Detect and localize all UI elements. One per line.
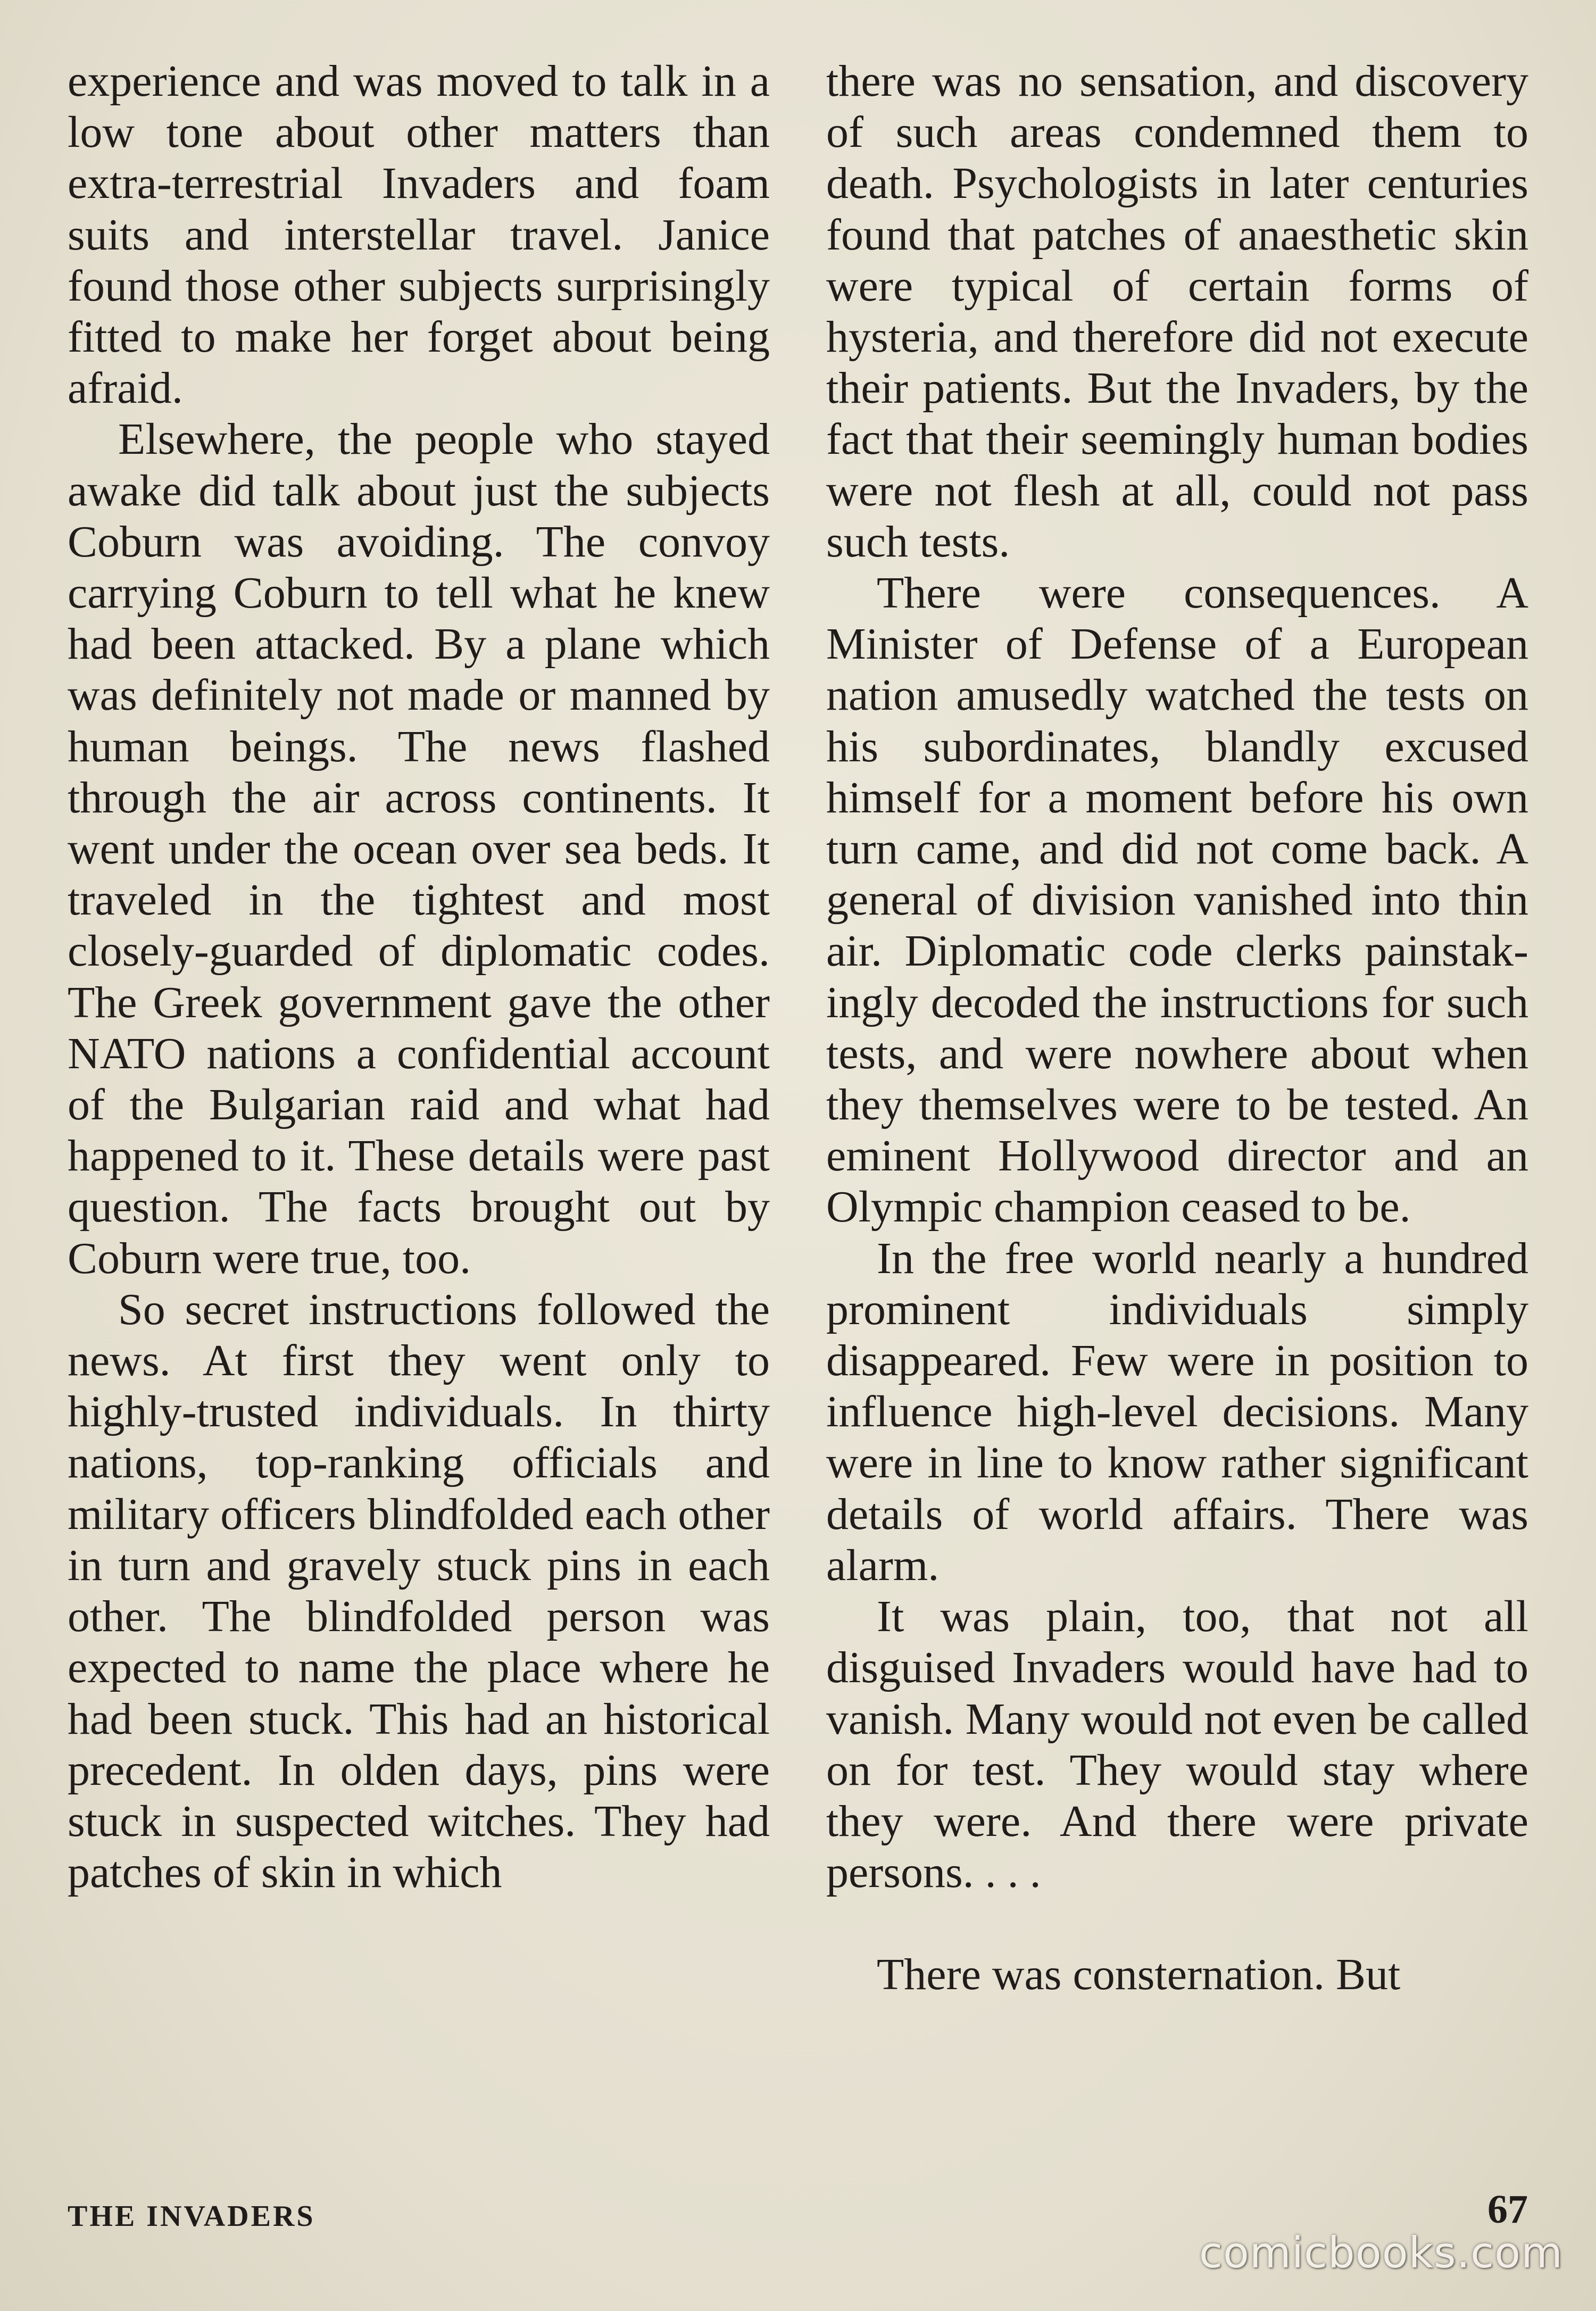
paragraph: Elsewhere, the people who stayed awake did talk about just the subjects Coburn was avoiding. The convoy carrying Coburn to tell what he knew had been attacked. By a plane which was definitely not made or manned by human beings. The news flashed through the air across continents. It went under the ocean over sea beds. It traveled in the tightest and most closely-guarded of diplomatic codes. The Greek government gave the other NATO nations a confidential account of the Bulgarian raid and what had happened to it. These details were past question. The facts brought out by Coburn were true, too. <box>68 414 770 1283</box>
paragraph-break <box>826 1898 1528 1949</box>
right-text-column <box>826 56 1528 2001</box>
site-watermark: comicbooks.com <box>1199 2228 1563 2277</box>
paragraph: experience and was moved to talk in a low tone about other matters than extra-terrestrial Invaders and foam suits and interstellar travel. Janice found those other subjects surprisingly fitted to make her forget about being afraid. <box>68 56 770 413</box>
paragraph: There was consternation. But <box>877 1950 1401 2000</box>
paragraph: there was no sensation, and discovery of such areas condemned them to death. Psychologists in later centuries found that patches of anaesthetic skin were typical of certain forms of hysteria, and therefore did not execute their patients. But the Invaders, by the fact that their seemingly human bodies were not flesh at all, could not pass such tests. <box>826 56 1528 567</box>
running-footer-title: THE INVADERS <box>68 2200 315 2233</box>
left-text-column <box>68 56 770 1898</box>
page-number: 67 <box>1487 2187 1528 2232</box>
paragraph: In the free world nearly a hundred prominent individuals simply disappeared. Few were in position to influence high-level decisions. Many were in line to know rather significant details of world affairs. There was alarm. <box>826 1233 1528 1590</box>
paragraph: It was plain, too, that not all disguised Invaders would have had to vanish. Many would not even be called on for test. They would stay where they were. And there were private persons. . . . <box>826 1592 1528 1898</box>
paragraph: So secret instructions followed the news. At first they went only to highly-trusted individuals. In thirty nations, top-ranking officials and military officers blindfolded each other in turn and gravely stuck pins in each other. The blindfolded person was expected to name the place where he had been stuck. This had an historical precedent. In olden days, pins were stuck in suspected witches. They had patches of skin in which <box>68 1284 770 1898</box>
paragraph: There were consequences. A Minister of Defense of a European nation amusedly watched the tests on his subordinates, blandly excused himself for a moment before his own turn came, and did not come back. A general of division vanished into thin air. Diplomatic code clerks painstakingly decoded the instructions for such tests, and were nowhere about when they themselves were to be tested. An eminent Hollywood director and an Olympic champion ceased to be. <box>826 568 1528 1232</box>
